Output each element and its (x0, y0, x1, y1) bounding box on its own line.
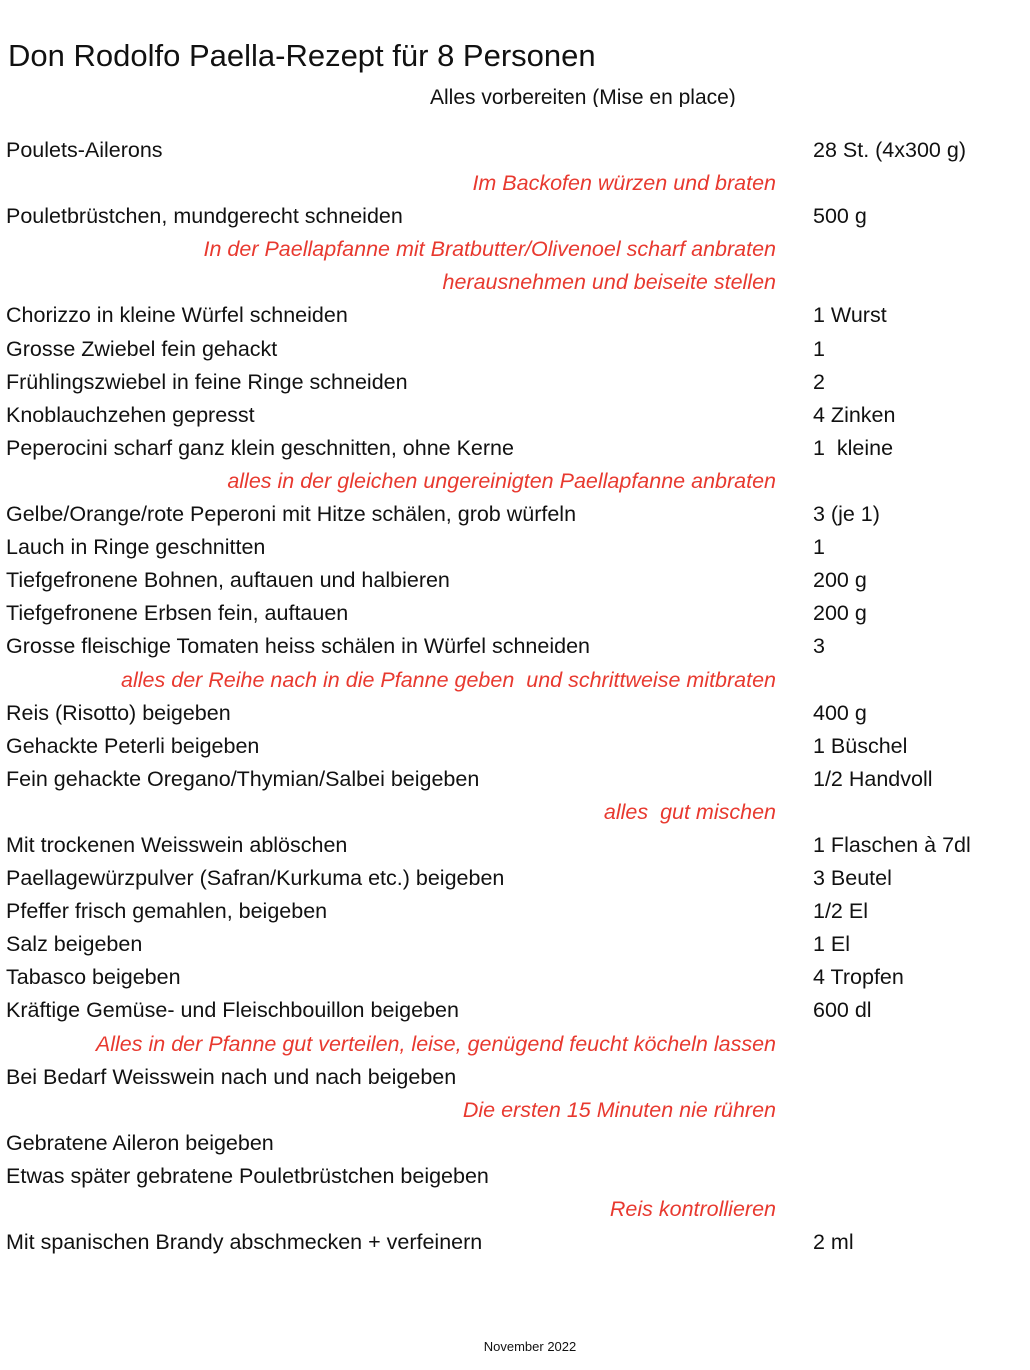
ingredient-text: Etwas später gebratene Pouletbrüstchen beigeben (6, 1163, 489, 1188)
ingredient-quantity: 28 St. (4x300 g) (813, 138, 966, 162)
ingredient-quantity: 1 El (813, 932, 851, 957)
ingredient-row (0, 697, 1030, 730)
ingredient-text: Mit spanischen Brandy abschmecken + verfeinern (6, 1230, 483, 1255)
ingredient-text: Pouletbrüstchen, mundgerecht schneiden (6, 204, 403, 229)
ingredient-text: Pfeffer frisch gemahlen, beigeben (6, 899, 328, 924)
ingredient-quantity: 200 g (813, 568, 867, 593)
step-note-text: herausnehmen und beiseite stellen (442, 270, 776, 295)
ingredient-text: Gehackte Peterli beigeben (6, 733, 260, 758)
ingredient-row (0, 299, 1030, 332)
ingredient-text: Fein gehackte Oregano/Thymian/Salbei beigeben (6, 766, 480, 791)
ingredient-quantity: 1/2 Handvoll (813, 766, 933, 791)
ingredient-row (0, 862, 1030, 895)
ingredient-text: Poulets-Ailerons (6, 138, 163, 162)
recipe-step-note (0, 1094, 1030, 1127)
ingredient-row (0, 333, 1030, 366)
ingredient-quantity: 400 g (813, 700, 867, 725)
ingredient-text: Gelbe/Orange/rote Peperoni mit Hitze schälen, grob würfeln (6, 502, 577, 527)
recipe-step-note (0, 233, 1030, 266)
recipe-step-note (0, 266, 1030, 299)
ingredient-row (0, 1127, 1030, 1160)
ingredient-row (0, 498, 1030, 531)
ingredient-text: Frühlingszwiebel in feine Ringe schneiden (6, 369, 408, 394)
ingredient-text: Grosse Zwiebel fein gehackt (6, 336, 278, 361)
step-note-text: alles der Reihe nach in die Pfanne geben und schrittweise mitbraten (121, 667, 776, 692)
step-note-text: alles gut mischen (603, 799, 776, 824)
ingredient-row (0, 134, 1030, 167)
ingredient-quantity: 3 Beutel (813, 866, 892, 891)
ingredient-quantity: 4 Zinken (813, 402, 896, 427)
ingredient-row (0, 961, 1030, 994)
recipe-step-note (0, 465, 1030, 498)
ingredient-row (0, 531, 1030, 564)
step-note-text: Alles in der Pfanne gut verteilen, leise, genügend feucht köcheln lassen (95, 1031, 776, 1056)
step-note-text: alles in der gleichen ungereinigten Paellapfanne anbraten (227, 468, 776, 493)
ingredient-text: Kräftige Gemüse- und Fleischbouillon beigeben (6, 998, 459, 1023)
ingredient-text: Gebratene Aileron beigeben (6, 1130, 274, 1155)
ingredient-text: Tabasco beigeben (6, 965, 181, 990)
ingredient-quantity: 1/2 El (813, 899, 868, 924)
ingredient-quantity: 2 (813, 369, 825, 394)
step-note-text: Reis kontrollieren (609, 1197, 776, 1221)
ingredient-quantity: 1 (813, 535, 825, 560)
page-subtitle: Alles vorbereiten (Mise en place) (430, 86, 736, 107)
ingredient-row (0, 829, 1030, 862)
ingredient-text: Tiefgefronene Erbsen fein, auftauen (6, 601, 349, 626)
step-note-text: Die ersten 15 Minuten nie rühren (462, 1097, 776, 1122)
ingredient-row (0, 399, 1030, 432)
step-note-text: In der Paellapfanne mit Bratbutter/Olivenoel scharf anbraten (203, 237, 776, 262)
recipe-step-note (0, 167, 1030, 200)
ingredient-quantity: 200 g (813, 601, 867, 626)
recipe-list (0, 134, 1030, 1259)
recipe-step-note (0, 1028, 1030, 1061)
ingredient-text: Lauch in Ringe geschnitten (6, 535, 266, 560)
ingredient-row (0, 763, 1030, 796)
ingredient-text: Mit trockenen Weisswein ablöschen (6, 832, 348, 857)
ingredient-text: Knoblauchzehen gepresst (6, 402, 255, 427)
ingredient-row (0, 200, 1030, 233)
ingredient-quantity: 4 Tropfen (813, 965, 904, 990)
ingredient-row (0, 366, 1030, 399)
ingredient-text: Peperocini scharf ganz klein geschnitten, ohne Kerne (6, 435, 514, 460)
ingredient-text: Tiefgefronene Bohnen, auftauen und halbieren (6, 568, 450, 593)
ingredient-row (0, 895, 1030, 928)
ingredient-quantity: 1 Wurst (813, 303, 887, 328)
ingredient-text: Grosse fleischige Tomaten heiss schälen in Würfel schneiden (6, 634, 590, 659)
ingredient-quantity: 1 kleine (813, 435, 894, 460)
ingredient-text: Chorizzo in kleine Würfel schneiden (6, 303, 348, 328)
ingredient-quantity: 1 Flaschen à 7dl (813, 832, 971, 857)
ingredient-quantity: 2 ml (813, 1230, 854, 1255)
ingredient-text: Salz beigeben (6, 932, 143, 957)
ingredient-row (0, 432, 1030, 465)
ingredient-row (0, 1226, 1030, 1259)
ingredient-row (0, 994, 1030, 1027)
ingredient-row (0, 1061, 1030, 1094)
ingredient-row (0, 928, 1030, 961)
ingredient-quantity: 600 dl (813, 998, 872, 1023)
ingredient-text: Paellagewürzpulver (Safran/Kurkuma etc.) beigeben (6, 866, 505, 891)
page-title: Don Rodolfo Paella-Rezept für 8 Personen (8, 38, 596, 73)
ingredient-row (0, 730, 1030, 763)
ingredient-row (0, 597, 1030, 630)
page-footer-date: November 2022 (483, 1339, 577, 1354)
ingredient-row (0, 564, 1030, 597)
recipe-step-note (0, 664, 1030, 697)
ingredient-quantity: 3 (je 1) (813, 502, 880, 527)
ingredient-quantity: 500 g (813, 204, 867, 229)
step-note-text: Im Backofen würzen und braten (472, 171, 776, 196)
ingredient-text: Reis (Risotto) beigeben (6, 700, 231, 725)
ingredient-quantity: 1 (813, 336, 825, 361)
recipe-step-note (0, 796, 1030, 829)
ingredient-text: Bei Bedarf Weisswein nach und nach beigeben (6, 1064, 457, 1089)
ingredient-row (0, 630, 1030, 663)
ingredient-quantity: 1 Büschel (813, 733, 908, 758)
ingredient-row (0, 1160, 1030, 1193)
ingredient-quantity: 3 (813, 634, 825, 659)
recipe-step-note (0, 1193, 1030, 1226)
